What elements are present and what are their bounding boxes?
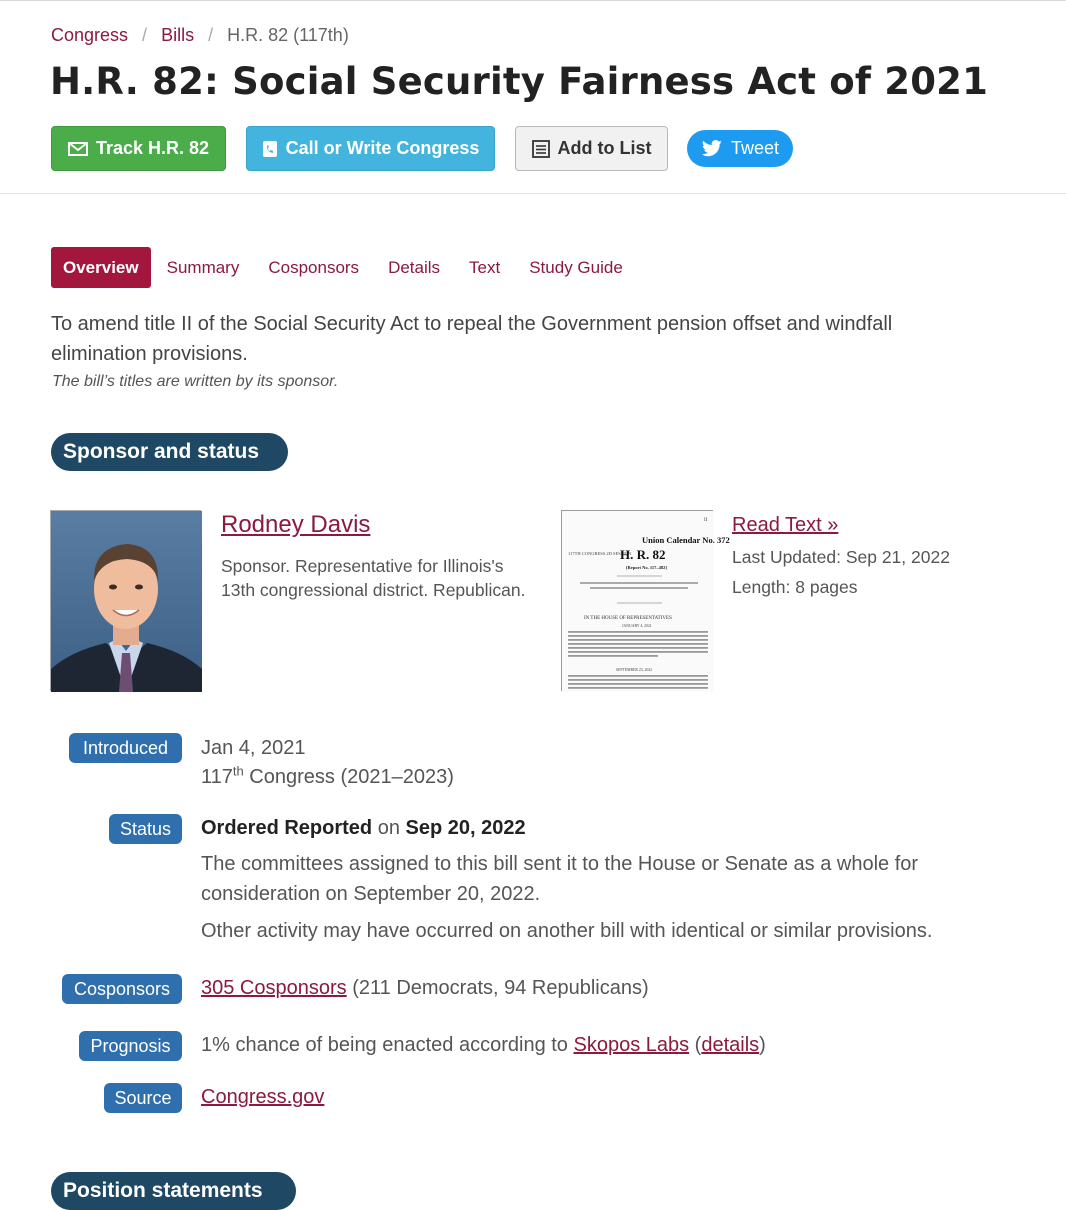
thumb-calendar: Union Calendar No. 372	[642, 535, 730, 545]
label-prognosis: Prognosis	[79, 1031, 182, 1061]
label-source: Source	[104, 1083, 182, 1113]
call-write-congress-button[interactable]	[246, 126, 495, 171]
list-icon	[532, 140, 550, 158]
breadcrumb-separator: /	[142, 25, 148, 45]
congress-ordinal: th	[232, 763, 244, 779]
prognosis-paren-close: )	[759, 1034, 766, 1056]
sponsor-description: Sponsor. Representative for Illinois's 13th congressional district. Republican.	[221, 556, 526, 600]
thumb-chamber: IN THE HOUSE OF REPRESENTATIVES	[584, 616, 672, 621]
section-heading-position-statements: Position statements	[51, 1172, 296, 1210]
read-text-link[interactable]: Read Text »	[732, 514, 839, 536]
thumb-date2: SEPTEMBER 23, 2022	[616, 668, 653, 672]
add-to-list-button[interactable]	[515, 126, 668, 171]
tab-cosponsors[interactable]: Cosponsors	[268, 257, 360, 277]
tab-text[interactable]: Text	[469, 257, 501, 277]
breadcrumb	[51, 25, 349, 46]
bill-long-title: To amend title II of the Social Security Act to repeal the Government pension offset and windfall elimination provisions.	[51, 313, 893, 365]
cosponsors-line	[201, 973, 649, 1003]
tweet-label: Tweet	[730, 138, 780, 158]
tweet-button[interactable]	[687, 130, 793, 167]
skopos-labs-link[interactable]: Skopos Labs	[573, 1034, 690, 1056]
status-line	[201, 813, 526, 843]
text-length: Length: 8 pages	[732, 577, 858, 597]
label-status: Status	[109, 814, 182, 844]
sponsor-photo[interactable]	[50, 510, 201, 691]
breadcrumb-congress[interactable]: Congress	[51, 25, 129, 45]
thumb-congress: 117TH CONGRESS 2D SESSION	[568, 551, 632, 556]
congress-years: Congress (2021–2023)	[243, 766, 454, 788]
sponsor-name-link[interactable]: Rodney Davis	[221, 511, 371, 538]
envelope-icon	[68, 141, 88, 157]
status-state: Ordered Reported	[201, 817, 373, 839]
introduced-congress	[201, 762, 454, 792]
cosponsors-link[interactable]: 305 Cosponsors	[201, 977, 347, 999]
prognosis-details-link[interactable]: details	[701, 1034, 760, 1056]
source-line	[201, 1082, 324, 1112]
prognosis-line	[201, 1030, 766, 1060]
prognosis-text: 1% chance of being enacted according to	[201, 1034, 574, 1056]
phone-icon	[262, 140, 278, 158]
status-description: The committees assigned to this bill sent it to the House or Senate as a whole for consideration on September 20, 2022.	[201, 853, 919, 905]
label-cosponsors: Cosponsors	[62, 974, 182, 1004]
section-heading-sponsor-status: Sponsor and status	[51, 433, 288, 471]
bill-tabs	[51, 247, 652, 288]
tab-summary[interactable]: Summary	[166, 257, 240, 277]
thumb-bill-number: H. R. 82	[620, 547, 666, 562]
breadcrumb-bills[interactable]: Bills	[161, 25, 195, 45]
status-date: Sep 20, 2022	[405, 817, 526, 839]
title-note: The bill’s titles are written by its sponsor.	[52, 373, 339, 390]
track-bill-button[interactable]	[51, 126, 226, 171]
status-on: on	[372, 817, 406, 839]
breadcrumb-separator: /	[208, 25, 214, 45]
twitter-bird-icon	[701, 140, 723, 158]
text-last-updated: Last Updated: Sep 21, 2022	[732, 547, 950, 567]
svg-text:II: II	[704, 518, 708, 523]
status-other-activity: Other activity may have occurred on another bill with identical or similar provisions.	[201, 920, 933, 942]
thumb-report: [Report No. 117–482]	[626, 565, 667, 570]
breadcrumb-current: H.R. 82 (117th)	[227, 25, 349, 45]
source-link[interactable]: Congress.gov	[201, 1086, 325, 1108]
add-to-list-label: Add to List	[557, 138, 652, 158]
top-border	[0, 0, 1066, 4]
call-write-label: Call or Write Congress	[285, 138, 480, 158]
label-introduced: Introduced	[69, 733, 182, 763]
congress-number: 117	[201, 766, 233, 788]
tab-details[interactable]: Details	[388, 257, 441, 277]
thumb-date1: JANUARY 4, 2021	[622, 624, 652, 628]
prognosis-paren-open: (	[689, 1034, 702, 1056]
page-title: H.R. 82: Social Security Fairness Act of 2021	[50, 60, 989, 103]
header-divider	[0, 193, 1066, 194]
tab-study-guide[interactable]: Study Guide	[529, 257, 623, 277]
bill-text-thumbnail[interactable]	[561, 510, 730, 691]
track-bill-label: Track H.R. 82	[95, 138, 210, 158]
cosponsors-breakdown: (211 Democrats, 94 Republicans)	[346, 977, 649, 999]
introduced-date: Jan 4, 2021	[201, 737, 306, 759]
tab-overview[interactable]: Overview	[51, 247, 151, 288]
